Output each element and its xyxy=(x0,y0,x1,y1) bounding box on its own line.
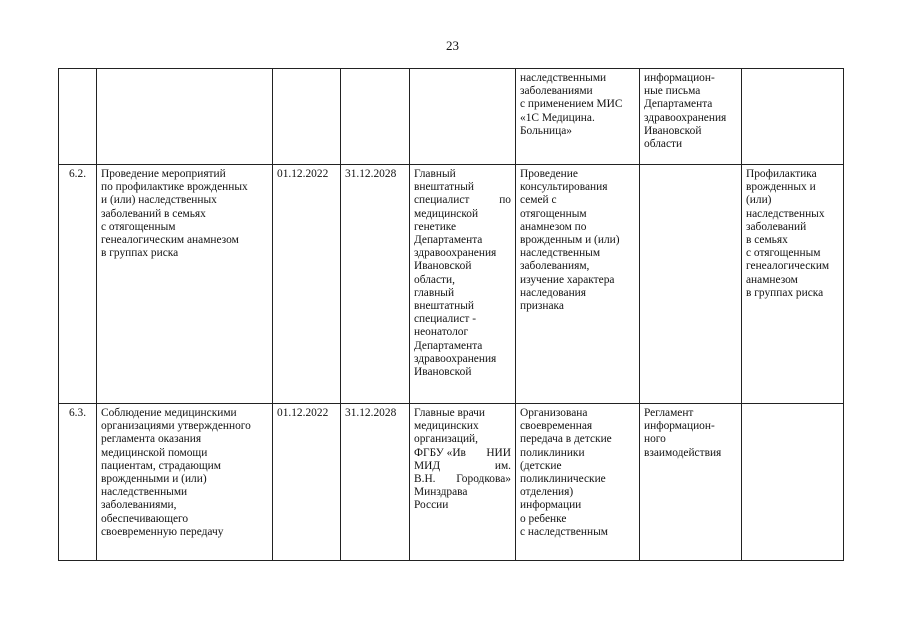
executor-line: Департамента xyxy=(414,339,483,352)
activity-line: заболеваний в семьях xyxy=(101,207,206,220)
result-line: наследования xyxy=(520,286,587,299)
result-line: наследственными xyxy=(520,72,607,84)
executor-line: внештатный xyxy=(414,300,475,313)
activity-line: наследственными xyxy=(101,486,188,499)
executor-line: здравоохранения xyxy=(414,352,497,365)
executor-line: России xyxy=(414,499,449,512)
result-line: наследственным xyxy=(520,247,601,260)
executor-cell xyxy=(410,165,516,404)
document-line: здравоохранения xyxy=(644,111,727,124)
indicator-line: в семьях xyxy=(746,234,788,247)
result-line: консультирования xyxy=(520,181,608,194)
indicator-cell xyxy=(742,69,844,165)
executor-line: медицинских xyxy=(414,420,479,433)
activity-line: врожденными и (или) xyxy=(101,473,207,486)
executor-line: главный xyxy=(414,286,455,299)
result-line: Проведение xyxy=(520,168,578,180)
activity-line: пациентам, страдающим xyxy=(101,459,221,472)
start-date-cell: 01.12.2022 xyxy=(273,165,341,404)
result-cell xyxy=(516,69,640,165)
result-line: своевременная xyxy=(520,420,593,433)
result-line: о ребенке xyxy=(520,512,567,525)
end-date-cell: 31.12.2028 xyxy=(341,404,410,561)
executor-word: МИД xyxy=(414,459,441,472)
executor-line: генетике xyxy=(414,220,457,233)
executor-word: специалист xyxy=(414,194,470,207)
activity-cell xyxy=(97,69,273,165)
activity-line: заболеваниями, xyxy=(101,499,177,512)
indicator-line: наследственных xyxy=(746,207,825,220)
executor-line: Ивановской xyxy=(414,366,472,379)
result-line: отделения) xyxy=(520,486,574,499)
end-date-cell: 31.12.2028 xyxy=(341,165,410,404)
executor-line: области, xyxy=(414,273,455,286)
start-date-cell: 01.12.2022 xyxy=(273,404,341,561)
result-line: врожденным и (или) xyxy=(520,234,620,247)
indicator-line: в группах риска xyxy=(746,286,824,299)
executor-word: ФГБУ «Ив xyxy=(414,446,466,459)
indicator-line: анамнезом xyxy=(746,273,798,286)
end-date-cell xyxy=(341,69,410,165)
result-line: с применением МИС xyxy=(520,98,623,111)
executor-line: здравоохранения xyxy=(414,247,497,260)
result-line: заболеваниям, xyxy=(520,260,590,273)
result-line: «1С Медицина. xyxy=(520,111,595,124)
result-line: заболеваниями xyxy=(520,85,593,98)
result-line: поликлиники xyxy=(520,446,585,459)
result-line: изучение характера xyxy=(520,273,615,286)
executor-line: медицинской xyxy=(414,207,479,220)
row-number-cell xyxy=(59,69,97,165)
table-row xyxy=(59,404,844,561)
result-line: информации xyxy=(520,499,582,512)
executor-line: Департамента xyxy=(414,234,483,247)
result-line: поликлинические xyxy=(520,473,606,486)
executor-line: организаций, xyxy=(414,433,478,446)
activity-line: медицинской помощи xyxy=(101,446,208,459)
result-line: Больница» xyxy=(520,124,573,137)
document-cell xyxy=(640,165,742,404)
executor-word: им. xyxy=(494,459,511,472)
document-line: ные письма xyxy=(644,85,701,98)
row-number-cell: 6.2. xyxy=(59,165,97,404)
start-date-cell xyxy=(273,69,341,165)
table-row xyxy=(59,69,844,165)
executor-line: специалист - xyxy=(414,313,477,326)
executor-line xyxy=(414,194,511,207)
executor-line: Главный xyxy=(414,168,456,180)
activity-line: своевременную передачу xyxy=(101,525,224,538)
executor-line: неонатолог xyxy=(414,326,469,339)
result-line: семей с xyxy=(520,194,557,207)
indicator-line: с отягощенным xyxy=(746,247,821,260)
executor-word: В.Н. xyxy=(414,473,436,486)
document-line: информацион- xyxy=(644,420,715,433)
activity-line: по профилактике врожденных xyxy=(101,181,248,194)
document-line: информацион- xyxy=(644,72,715,84)
activity-line: организациями утвержденного xyxy=(101,420,251,433)
result-cell xyxy=(516,165,640,404)
activity-line: с отягощенным xyxy=(101,220,176,233)
document-line: области xyxy=(644,138,683,151)
indicator-line: (или) xyxy=(746,194,772,207)
result-line: анамнезом по xyxy=(520,220,587,233)
result-line: передача в детские xyxy=(520,433,612,446)
executor-line: внештатный xyxy=(414,181,475,194)
executor-line xyxy=(414,473,511,486)
indicator-cell xyxy=(742,404,844,561)
result-line: отягощенным xyxy=(520,207,587,220)
activity-line: Проведение мероприятий xyxy=(101,168,226,180)
activity-line: обеспечивающего xyxy=(101,512,189,525)
document-line: Департамента xyxy=(644,98,713,111)
table-row xyxy=(59,165,844,404)
executor-line xyxy=(414,447,511,460)
activity-line: Соблюдение медицинскими xyxy=(101,407,237,419)
executor-line: Ивановской xyxy=(414,260,472,273)
result-cell xyxy=(516,404,640,561)
executor-line: Главные врачи xyxy=(414,407,485,419)
document-line: взаимодействия xyxy=(644,446,722,459)
executor-word: НИИ xyxy=(486,446,511,459)
activity-line: регламента оказания xyxy=(101,433,202,446)
document-line: ного xyxy=(644,433,666,446)
executor-line: Минздрава xyxy=(414,486,468,499)
result-line: Организована xyxy=(520,407,588,419)
indicator-line: врожденных и xyxy=(746,181,816,194)
indicator-line: Профилактика xyxy=(746,168,817,180)
page-number: 23 xyxy=(446,38,459,53)
document-cell xyxy=(640,404,742,561)
activity-cell xyxy=(97,404,273,561)
executor-word: по xyxy=(499,194,511,207)
executor-cell xyxy=(410,404,516,561)
activity-line: и (или) наследственных xyxy=(101,194,217,207)
result-line: признака xyxy=(520,300,564,313)
document-cell xyxy=(640,69,742,165)
result-line: (детские xyxy=(520,459,562,472)
activity-line: в группах риска xyxy=(101,247,179,260)
result-line: с наследственным xyxy=(520,525,608,538)
executor-line xyxy=(414,460,511,473)
document-line: Регламент xyxy=(644,407,694,419)
indicator-line: генеалогическим xyxy=(746,260,830,273)
indicator-line: заболеваний xyxy=(746,220,807,233)
activity-line: генеалогическим анамнезом xyxy=(101,234,239,247)
executor-cell xyxy=(410,69,516,165)
row-number-cell: 6.3. xyxy=(59,404,97,561)
document-line: Ивановской xyxy=(644,124,702,137)
activity-cell xyxy=(97,165,273,404)
executor-word: Городкова» xyxy=(456,473,511,486)
indicator-cell xyxy=(742,165,844,404)
action-plan-table xyxy=(58,68,844,561)
